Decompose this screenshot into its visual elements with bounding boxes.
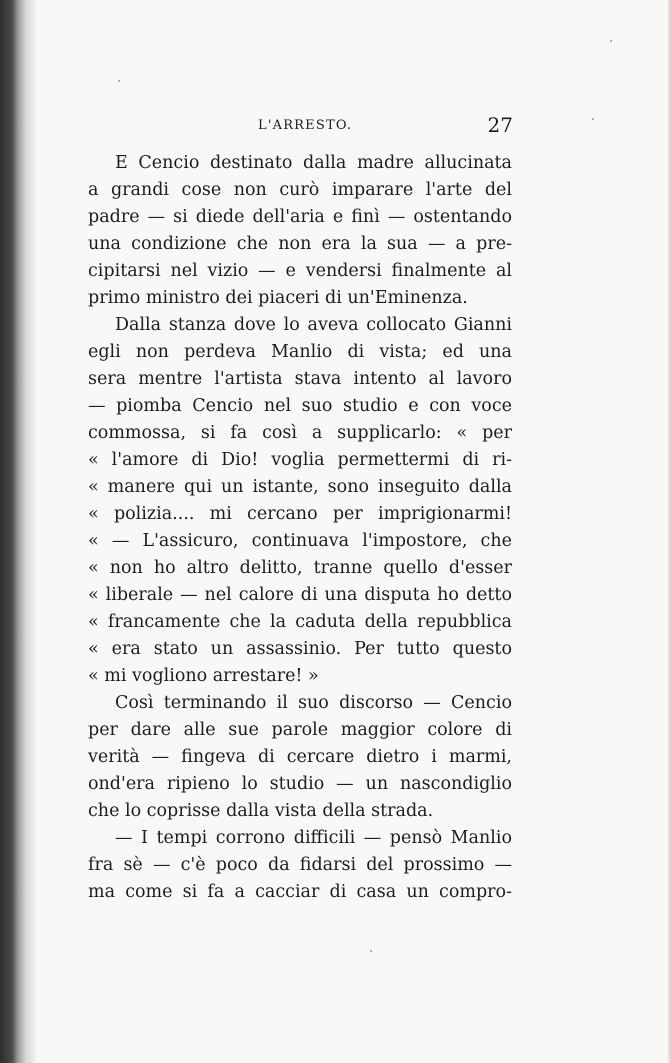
text-line: « — L'assicuro, continuava l'impostore, che xyxy=(88,531,512,551)
running-head xyxy=(88,113,513,143)
text-line: verità — fingeva di cercare dietro i marmi, xyxy=(88,747,512,767)
text-line: « non ho altro delitto, tranne quello d'esser xyxy=(88,558,512,578)
text-line: a grandi cose non curò imparare l'arte del xyxy=(88,180,512,200)
text-line: una condizione che non era la sua — a pre- xyxy=(88,234,512,254)
text-line: che lo coprisse dalla vista della strada. xyxy=(88,801,434,821)
text-line: « mi vogliono arrestare! » xyxy=(88,666,319,686)
paper-speck xyxy=(118,80,120,82)
text-line: « l'amore di Dio! voglia permettermi di ri- xyxy=(88,450,512,470)
paper-speck xyxy=(592,118,594,120)
text-line: E Cencio destinato dalla madre allucinata xyxy=(115,153,512,173)
spine-shadow xyxy=(0,0,36,1063)
text-line: cipitarsi nel vizio — e vendersi finalmente al xyxy=(88,261,512,281)
text-line: Dalla stanza dove lo aveva collocato Gianni xyxy=(115,315,512,335)
text-line: « manere qui un istante, sono inseguito dalla xyxy=(88,477,512,497)
text-line: ma come si fa a cacciar di casa un compro- xyxy=(88,882,512,902)
text-line: primo ministro dei piaceri di un'Eminenza. xyxy=(88,288,468,308)
text-line: « era stato un assassinio. Per tutto questo xyxy=(88,639,512,659)
body-text xyxy=(88,150,512,906)
text-line: egli non perdeva Manlio di vista; ed una xyxy=(88,342,512,362)
paper-speck xyxy=(610,40,612,42)
text-line: ond'era ripieno lo studio — un nascondiglio xyxy=(88,774,512,794)
page-edge xyxy=(667,0,671,1063)
text-line: — piomba Cencio nel suo studio e con voce xyxy=(88,396,512,416)
text-line: « francamente che la caduta della repubblica xyxy=(88,612,512,632)
paper-speck xyxy=(370,950,372,952)
text-line: sera mentre l'artista stava intento al lavoro xyxy=(88,369,512,389)
text-line: fra sè — c'è poco da fidarsi del prossimo — xyxy=(88,855,512,875)
text-line: padre — si diede dell'aria e finì — ostentando xyxy=(88,207,512,227)
text-line: — I tempi corrono difficili — pensò Manlio xyxy=(115,828,512,848)
text-line: « liberale — nel calore di una disputa ho detto xyxy=(88,585,512,605)
text-line: Così terminando il suo discorso — Cencio xyxy=(115,693,512,713)
text-line: per dare alle sue parole maggior colore di xyxy=(88,720,512,740)
text-line: commossa, si fa così a supplicarlo: « per xyxy=(88,423,512,443)
page-number: 27 xyxy=(487,113,513,137)
running-title: L'ARRESTO. xyxy=(258,118,353,133)
text-line: « polizia.... mi cercano per imprigionarmi! xyxy=(88,504,512,524)
